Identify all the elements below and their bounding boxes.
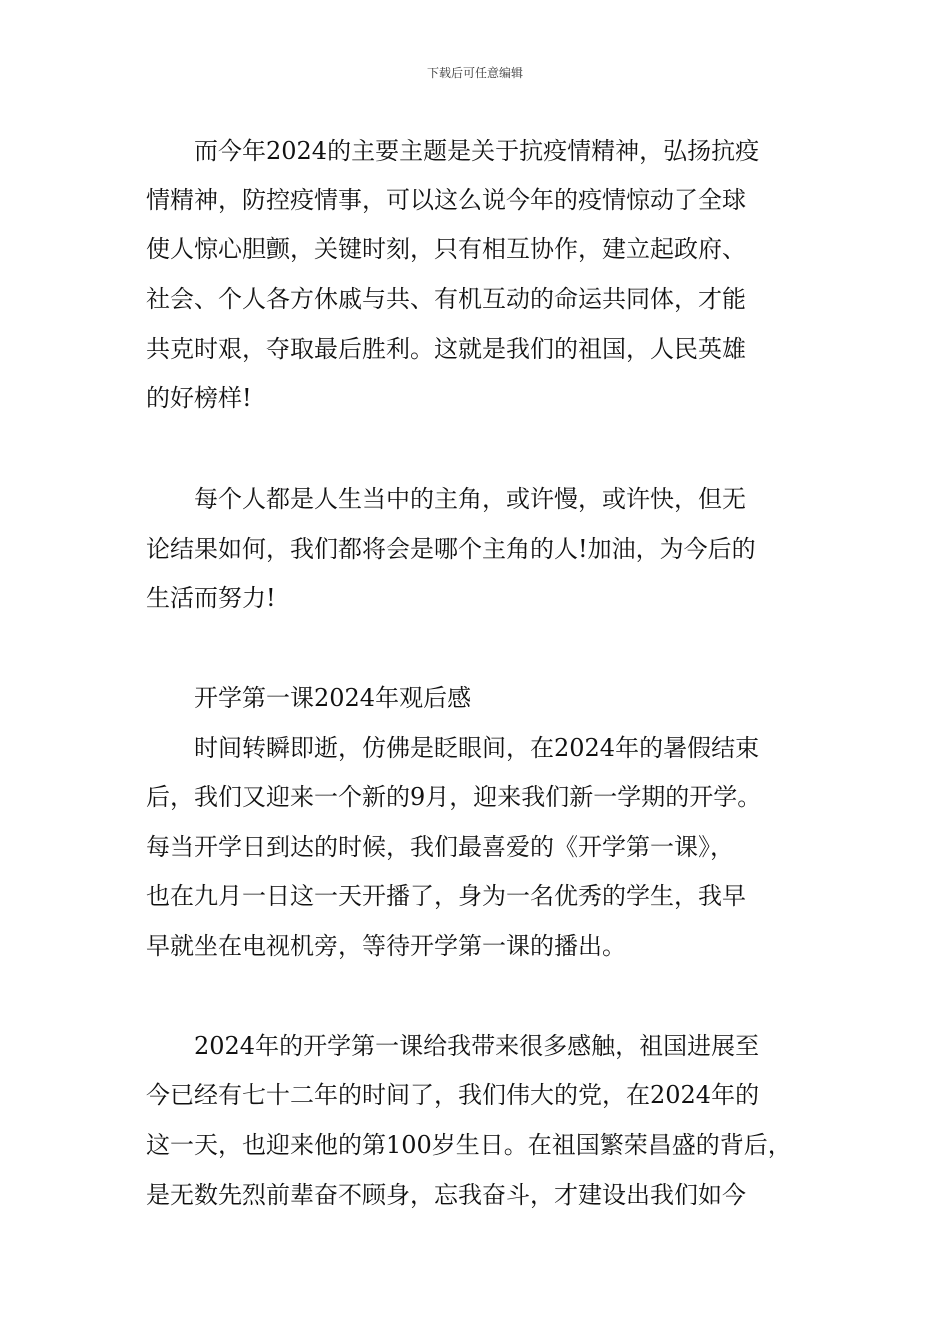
- text-line: 今已经有七十二年的时间了，我们伟大的党，在2024年的: [146, 1081, 760, 1109]
- text-line: 的好榜样!: [146, 384, 252, 412]
- text-line: 论结果如何，我们都将会是哪个主角的人!加油，为今后的: [146, 535, 756, 563]
- text-line: 时间转瞬即逝，仿佛是眨眼间，在2024年的暑假结束: [146, 734, 760, 762]
- header-note: 下载后可任意编辑: [426, 66, 523, 80]
- text-line: 而今年2024的主要主题是关于抗疫情精神，弘扬抗疫: [146, 137, 760, 165]
- text-line: 社会、个人各方休戚与共、有机互动的命运共同体，才能: [146, 285, 746, 313]
- text-line: 后，我们又迎来一个新的9月，迎来我们新一学期的开学。: [146, 783, 762, 811]
- text-line: 每个人都是人生当中的主角，或许慢，或许快，但无: [146, 485, 746, 513]
- text-line: 也在九月一日这一天开播了，身为一名优秀的学生，我早: [146, 882, 746, 910]
- text-line: 每当开学日到达的时候，我们最喜爱的《开学第一课》，: [146, 833, 734, 861]
- text-line: 早就坐在电视机旁，等待开学第一课的播出。: [146, 932, 626, 960]
- text-line: 使人惊心胆颤，关键时刻，只有相互协作，建立起政府、: [146, 235, 746, 263]
- text-line: 这一天，也迎来他的第100岁生日。在祖国繁荣昌盛的背后，: [146, 1131, 792, 1159]
- text-line: 情精神，防控疫情事，可以这么说今年的疫情惊动了全球: [146, 186, 746, 214]
- text-line: 共克时艰，夺取最后胜利。这就是我们的祖国，人民英雄: [146, 335, 746, 363]
- text-line: 2024年的开学第一课给我带来很多感触，祖国进展至: [146, 1032, 760, 1060]
- text-line: 生活而努力!: [146, 584, 276, 612]
- text-line: 是无数先烈前辈奋不顾身，忘我奋斗，才建设出我们如今: [146, 1181, 746, 1209]
- section-title: 开学第一课2024年观后感: [146, 684, 472, 712]
